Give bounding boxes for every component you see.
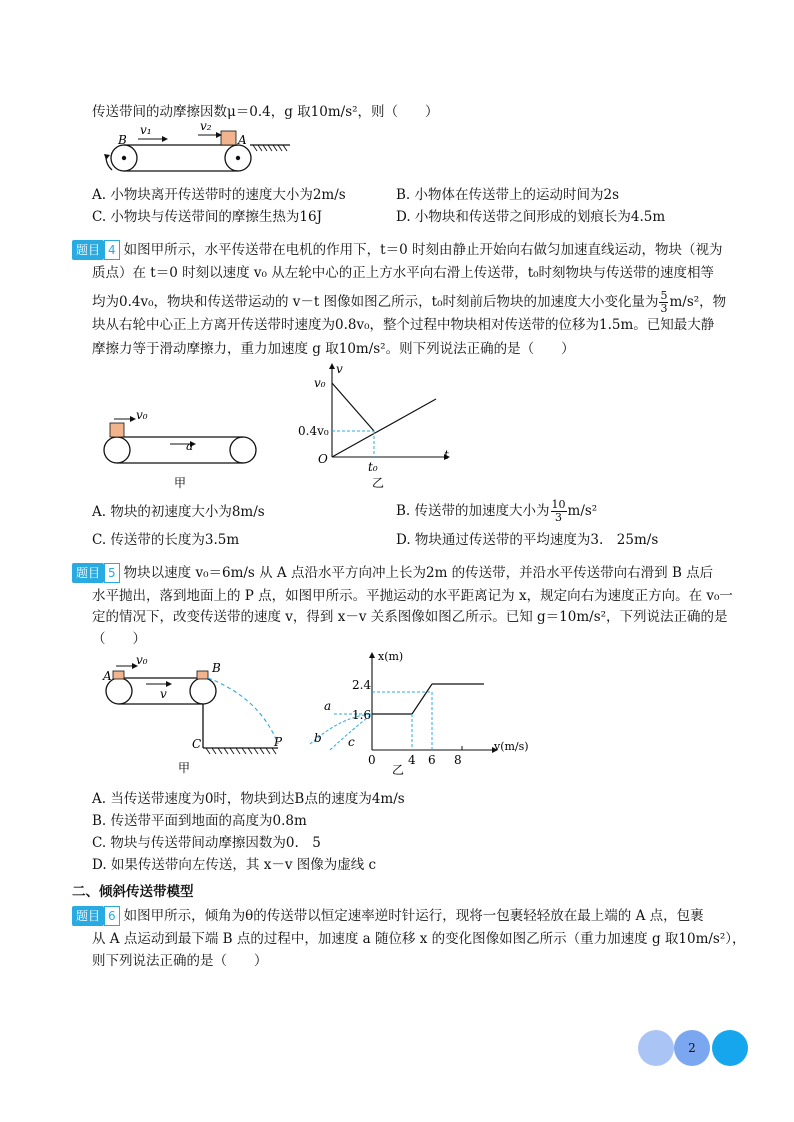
q4-t-axis-label: t: [444, 448, 449, 462]
q4-text-3b: m/s²，物: [669, 294, 727, 310]
q5-tick-8: 8: [454, 753, 462, 767]
q4-fraction: $\frac{5}{3}$: [660, 289, 668, 315]
q5-line-1: [72, 563, 713, 583]
q5-tick-1-6: 1.6: [352, 708, 372, 722]
q6-line-2: 从 A 点运动到最下端 B 点的过程中，加速度 a 随位移 x 的变化图像如图乙所示（重力加速度 g 取10m/s²），: [92, 931, 746, 947]
q5-tick-0: 0: [368, 753, 376, 767]
q5-P-label: P: [274, 735, 283, 749]
q4-tag: 题目: [72, 240, 104, 260]
q4-figure-jia: [100, 405, 270, 495]
q4-line-2: 质点）在 t＝0 时刻以速度 v₀ 从左轮中心的正上方水平向右滑上传送带，t₀时刻物块与传送带的速度相等: [92, 265, 715, 281]
q4-yi-caption: 乙: [372, 476, 385, 490]
q5-text-1: 物块以速度 v₀＝6m/s 从 A 点沿水平方向冲上长为2m 的传送带，并沿水平传送带向右滑到 B 点后: [123, 565, 714, 581]
q5-x-axis-label: x(m): [378, 650, 404, 663]
q3-option-d: D. 小物块和传送带之间形成的划痕长为4.5m: [396, 209, 666, 225]
q4-option-d: D. 物块通过传送带的平均速度为3. 25m/s: [396, 532, 659, 548]
q4-line-5: 摩擦力等于滑动摩擦力，重力加速度 g 取10m/s²。则下列说法正确的是（ ）: [92, 341, 575, 357]
q5-line-3: 定的情况下，改变传送带的速度 v，得到 x－v 关系图像如图乙所示。已知 g＝10m/s²，下列说法正确的是: [92, 609, 728, 625]
q5-v0-label: v₀: [136, 653, 148, 667]
q4-number: 4: [104, 240, 120, 260]
q6-number: 6: [104, 906, 120, 926]
q3-option-a: A. 小物块离开传送带时的速度大小为2m/s: [92, 187, 346, 203]
page-number-badge: [636, 1028, 756, 1068]
q4-line-4: 块从右轮中心正上方离开传送带时速度为0.8v₀，整个过程中物块相对传送带的位移为1.5m。已知最大静: [92, 317, 715, 333]
q5-tick-6: 6: [428, 753, 436, 767]
q4-text-3a: 均为0.4v₀，物块和传送带运动的 v－t 图像如图乙所示，t₀时刻前后物块的加速度大小变化量为: [92, 294, 659, 310]
q4-v-axis-label: v: [336, 363, 343, 376]
q3-figure: [98, 120, 298, 180]
q4-origin-label: O: [318, 452, 328, 466]
q4-option-b: B. 传送带的加速度大小为 $\frac{10}{3}$ m/s²: [396, 498, 598, 524]
q5-curve-c-label: c: [348, 735, 355, 749]
q6-text-1: 如图甲所示，倾角为θ的传送带以恒定速率逆时针运行，现将一包裹轻轻放在最上端的 A 点，包裹: [123, 908, 704, 924]
q5-option-b: B. 传送带平面到地面的高度为0.8m: [92, 813, 307, 829]
q5-v-axis-label: v(m/s): [494, 740, 529, 753]
q3-option-b: B. 小物体在传送带上的运动时间为2s: [396, 187, 620, 203]
q4-option-a: A. 物块的初速度大小为8m/s: [92, 504, 265, 520]
page-number-circles: [636, 1028, 756, 1068]
q4-line-3: [92, 290, 726, 315]
q4-option-c: C. 传送带的长度为3.5m: [92, 532, 240, 548]
q5-curve-b-label: b: [314, 731, 322, 745]
section-heading: 二、倾斜传送带模型: [72, 884, 194, 900]
q5-tick-2-4: 2.4: [352, 678, 372, 692]
q4-text-1: 如图甲所示，水平传送带在电机的作用下，t＝0 时刻由静止开始向右做匀加速直线运动，物块（视为: [123, 242, 723, 258]
q5-number: 5: [104, 563, 120, 583]
q5-figure-yi: [306, 646, 556, 776]
q3-A-label: A: [238, 133, 247, 147]
page-number: 2: [688, 1041, 696, 1055]
q5-A-label: A: [103, 669, 112, 683]
q5-line-2: 水平抛出，落到地面上的 P 点，如图甲所示。平抛运动的水平距离记为 x，规定向右为速度正方向。在 v₀一: [92, 588, 733, 604]
q3-v2-label: v₂: [200, 120, 212, 133]
q5-curve-a-label: a: [324, 699, 332, 713]
q3-option-c: C. 小物块与传送带间的摩擦生热为16J: [92, 209, 323, 225]
q3-B-label: B: [118, 133, 127, 147]
q4-a-label: a: [186, 439, 194, 453]
q5-jia-caption: 甲: [178, 761, 191, 775]
q5-tag: 题目: [72, 563, 104, 583]
q4-line-1: [72, 240, 722, 260]
q4-v0-tick: v₀: [314, 376, 326, 390]
q4-figure-yi: [294, 363, 464, 493]
q5-tick-4: 4: [408, 753, 416, 767]
q4-v0-label: v₀: [136, 408, 148, 422]
q5-v-label: v: [160, 687, 167, 701]
q5-yi-caption: 乙: [392, 763, 405, 776]
q5-option-c: C. 物块与传送带间动摩擦因数为0. 5: [92, 835, 321, 851]
q5-line-4: （ ）: [92, 631, 146, 647]
q4-jia-caption: 甲: [174, 476, 187, 490]
q4-04v0-tick: 0.4v₀: [298, 424, 329, 438]
q6-tag: 题目: [72, 906, 104, 926]
q6-line-1: [72, 906, 704, 926]
q6-line-3: 则下列说法正确的是（ ）: [92, 953, 268, 969]
q5-C-label: C: [192, 737, 202, 751]
q5-figure-jia: [100, 648, 300, 776]
q5-option-d: D. 如果传送带向左传送，其 x－v 图像为虚线 c: [92, 857, 377, 873]
q5-B-label: B: [212, 661, 221, 675]
q3-v1-label: v₁: [140, 123, 152, 137]
q5-option-a: A. 当传送带速度为0时，物块到达B点的速度为4m/s: [92, 791, 405, 807]
q4-t0-tick: t₀: [368, 460, 378, 474]
q3-stem: 传送带间的动摩擦因数μ＝0.4，g 取10m/s²，则（ ）: [92, 104, 439, 120]
